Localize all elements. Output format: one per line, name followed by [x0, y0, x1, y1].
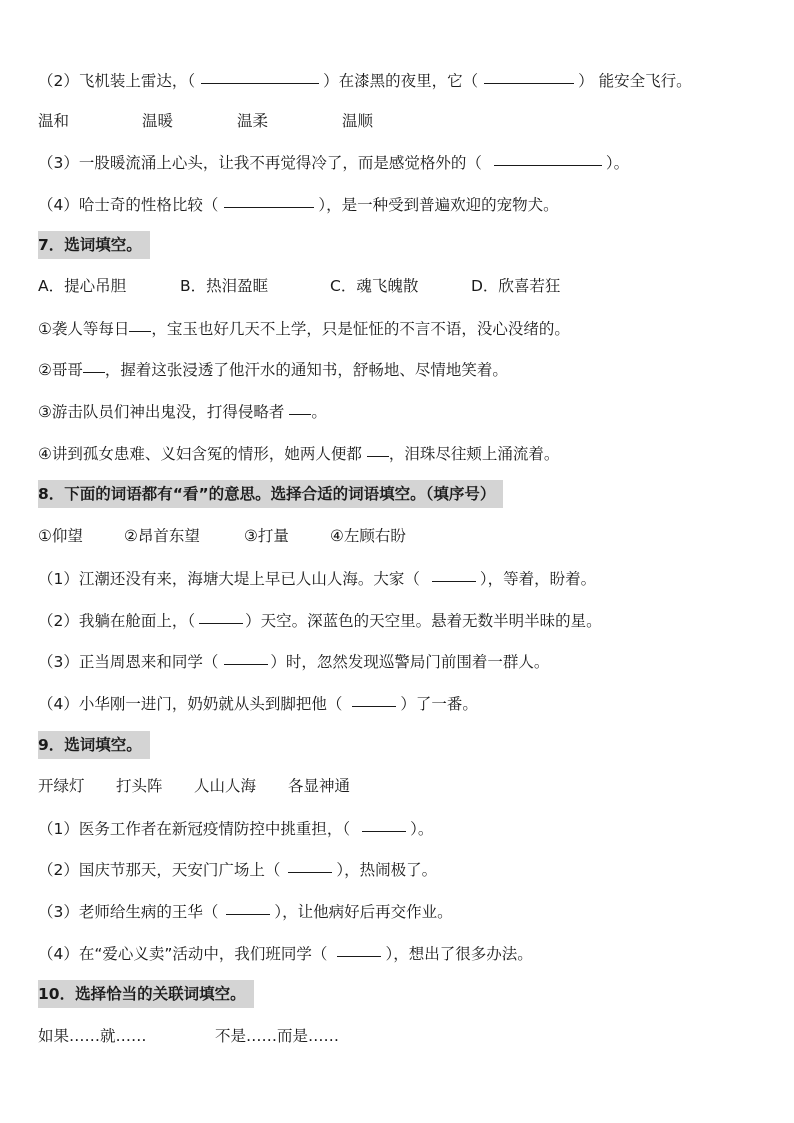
answer-blank[interactable]: [224, 192, 314, 208]
word-option: ①仰望: [38, 527, 83, 545]
word-option: 人山人海: [194, 777, 257, 795]
q7-item-2: ②哥哥 ，握着这张浸透了他汗水的通知书，舒畅地、尽情地笑着。: [38, 357, 508, 381]
q7-title: 7．选词填空。: [38, 231, 150, 259]
answer-blank[interactable]: [484, 68, 574, 84]
answer-blank[interactable]: [201, 68, 319, 84]
q8-item-3: （3）正当周恩来和同学（ ）时，忽然发现巡警局门前围着一群人。: [38, 649, 549, 673]
word-option: 温暖: [142, 112, 174, 130]
q9-item-4: （4）在“爱心义卖”活动中，我们班同学（ ），想出了很多办法。: [38, 941, 533, 965]
q7-item-3: ③游击队员们神出鬼没，打得侵略者 。: [38, 399, 327, 423]
answer-blank[interactable]: [289, 399, 311, 415]
word-option: C．魂飞魄散: [330, 277, 419, 295]
word-option: D．欣喜若狂: [471, 277, 561, 295]
answer-blank[interactable]: [199, 608, 243, 624]
q6-item-4: （4）哈士奇的性格比较（ ），是一种受到普遍欢迎的宠物犬。: [38, 192, 559, 216]
word-option: B．热泪盈眶: [180, 277, 269, 295]
answer-blank[interactable]: [494, 150, 602, 166]
answer-blank[interactable]: [224, 649, 268, 665]
word-option: 温和: [38, 112, 70, 130]
answer-blank[interactable]: [226, 899, 270, 915]
word-option: ④左顾右盼: [330, 527, 406, 545]
q9-title: 9．选词填空。: [38, 731, 150, 759]
word-option: 各显神通: [288, 777, 351, 795]
answer-blank[interactable]: [129, 316, 151, 332]
answer-blank[interactable]: [362, 816, 406, 832]
word-option: 温顺: [342, 112, 374, 130]
word-option: 温柔: [237, 112, 269, 130]
q9-item-1: （1）医务工作者在新冠疫情防控中挑重担，（ ）。: [38, 816, 433, 840]
q8-item-1: （1）江潮还没有来，海塘大堤上早已人山人海。大家（ ），等着，盼着。: [38, 566, 596, 590]
word-option: ②昂首东望: [124, 527, 200, 545]
q8-title: 8．下面的词语都有“看”的意思。选择合适的词语填空。（填序号）: [38, 480, 503, 508]
word-option: 开绿灯: [38, 777, 85, 795]
word-option: 不是……而是……: [215, 1027, 340, 1045]
answer-blank[interactable]: [352, 691, 396, 707]
q7-item-1: ①袭人等每日 ，宝玉也好几天不上学，只是怔怔的不言不语，没心没绪的。: [38, 316, 570, 340]
answer-blank[interactable]: [83, 357, 105, 373]
q9-item-2: （2）国庆节那天，天安门广场上（ ），热闹极了。: [38, 857, 437, 881]
answer-blank[interactable]: [337, 941, 381, 957]
q8-item-2: （2）我躺在舱面上，（ ）天空。深蓝色的天空里。悬着无数半明半昧的星。: [38, 608, 602, 632]
answer-blank[interactable]: [367, 441, 389, 457]
word-option: 如果……就……: [38, 1027, 147, 1045]
word-option: 打头阵: [116, 777, 163, 795]
q9-item-3: （3）老师给生病的王华（ ），让他病好后再交作业。: [38, 899, 453, 923]
q6-item-3: （3）一股暖流涌上心头，让我不再觉得冷了，而是感觉格外的（ ）。: [38, 150, 629, 174]
word-option: A．提心吊胆: [38, 277, 127, 295]
word-option: ③打量: [244, 527, 289, 545]
q6-item-2: （2）飞机装上雷达，（ ）在漆黑的夜里，它（ ） 能安全飞行。: [38, 68, 692, 92]
q7-item-4: ④讲到孤女患难、义妇含冤的情形，她两人便都 ，泪珠尽往颊上涌流着。: [38, 441, 559, 465]
q8-item-4: （4）小华刚一进门，奶奶就从头到脚把他（ ）了一番。: [38, 691, 478, 715]
q10-title: 10．选择恰当的关联词填空。: [38, 980, 254, 1008]
answer-blank[interactable]: [432, 566, 476, 582]
answer-blank[interactable]: [288, 857, 332, 873]
